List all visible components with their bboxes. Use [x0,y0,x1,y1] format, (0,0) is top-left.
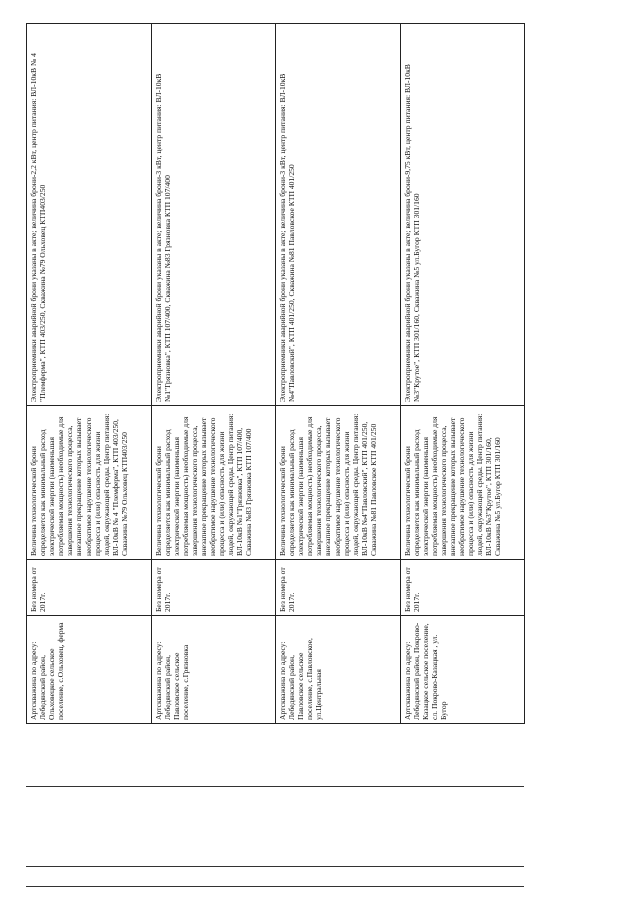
document-cell: Без номера от 2017г. [27,560,152,616]
reserve-table [26,23,525,724]
location-cell: Артскважина по адресу: Лебедянский район, Павловское сельское поселение, с.Павловское, ул.Центральная [276,616,401,724]
horizontal-rule [26,786,524,787]
rotated-table-frame [26,24,524,724]
location-cell: Артскважина по адресу: Лебедянский район, Покрово-Казацкое сельское поселение, сл. Покрово-Казацкая , ул. Бугор [400,616,525,724]
table-row [27,24,152,724]
location-cell: Артскважина по адресу: Лебедянский район, Ольховецкое сельское поселение, с.Ольховец, ферма [27,616,152,724]
emergency-reserve-cell: Электроприемники аварийной брони указаны в акте; величина брони-9,75 кВт, центр питания: ВЛ-10кВ №3"Крутое", КТП 301/160, Скважина №5 ул.Бугор КТП 301/160 [400,24,525,406]
horizontal-rule [26,866,524,867]
horizontal-rule [26,886,524,887]
emergency-reserve-cell: Электроприемники аварийной брони указаны в акте; величина брони-2,2 кВт, центр питания: ВЛ-10кВ № 4 "Племферма", КТП 403/250, Скважина №79 Ольховец КТП403/250 [27,24,152,406]
table-row [151,24,276,724]
document-cell: Без номера от 2017г. [276,560,401,616]
tech-reserve-cell: Величина технологической брони определяется как минимальный расход электрической энергии (наименьшая потребляемая мощность) необходимые для завершения технологического процесса, внезапное прекращение которых вызывает необратимое нарушение технологического процесса и (или) опасность для жизни людей, окружающей среды. Центр питания: ВЛ-10кВ №3"Крутое", КТП 301/160, Скважина №5 ул.Бугор КТП 301/160 [400,406,525,560]
document-cell: Без номера от 2017г. [151,560,276,616]
tech-reserve-cell: Величина технологической брони определяется как минимальный расход электрической энергии (наименьшая потребляемая мощность) необходимые для завершения технологического процесса, внезапное прекращение которых вызывает необратимое нарушение технологического процесса и (или) опасность для жизни людей, окружающей среды. Центр питания: ВЛ-10кВ №1"Грязновка", КТП 107/400, Скважина №83 Грязновка КТП 107/400 [151,406,276,560]
table-container [26,24,524,724]
document-cell: Без номера от 2017г. [400,560,525,616]
table-row [400,24,525,724]
tech-reserve-cell: Величина технологической брони определяется как минимальный расход электрической энергии (наименьшая потребляемая мощность) необходимые для завершения технологического процесса, внезапное прекращение которых вызывает необратимое нарушение технологического процесса и (или) опасность для жизни людей, окружающей среды. Центр питания: ВЛ-10кВ № 4 "Племферма", КТП 403/250, Скважина №79 Ольховец КТП403/250 [27,406,152,560]
emergency-reserve-cell: Электроприемники аварийной брони указаны в акте; величина брони-3 кВт, центр питания: ВЛ-10кВ №1"Грязновка", КТП 107/400, Скважина №83 Грязновка КТП 107/400 [151,24,276,406]
emergency-reserve-cell: Электроприемники аварийной брони указаны в акте; величина брони-3 кВт, центр питания: ВЛ-10кВ №4"Павловский", КТП 401/250, Скважина №81 Павловское КТП 401/250 [276,24,401,406]
table-row [276,24,401,724]
tech-reserve-cell: Величина технологической брони определяется как минимальный расход электрической энергии (наименьшая потребляемая мощность) необходимые для завершения технологического процесса, внезапное прекращение которых вызывает необратимое нарушение технологического процесса и (или) опасность для жизни людей, окружающей среды. Центр питания: ВЛ-10кВ №4"Павловский", КТП 401/250, Скважина №81 Павловское КТП 401/250 [276,406,401,560]
location-cell: Артскважина по адресу: Лебедянский район, Павловское сельское поселение, с.Грязновка [151,616,276,724]
